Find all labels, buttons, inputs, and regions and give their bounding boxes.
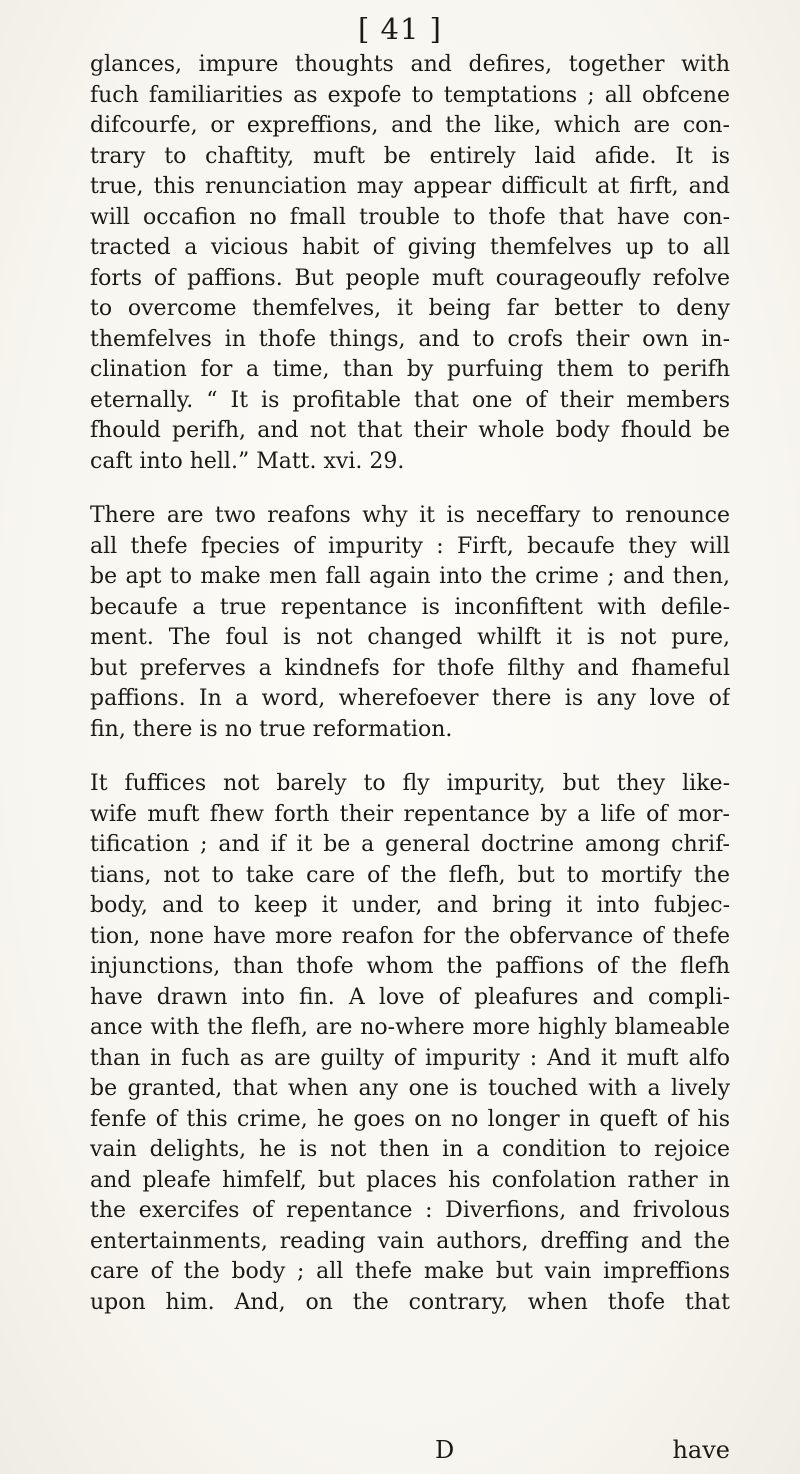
text-line: entertainments, reading vain authors, dreffing and the	[90, 1228, 730, 1254]
text-line: vain delights, he is not then in a condition to rejoice	[90, 1137, 730, 1162]
text-line: body, and to keep it under, and bring it into fubjec-	[90, 893, 730, 918]
paragraph-3	[90, 769, 730, 1318]
paragraph-1	[90, 50, 730, 477]
text-line: fhould perifh, and not that their whole body fhould be	[90, 418, 730, 443]
text-line: fuch familiarities as expofe to temptations ; all obfcene	[90, 82, 730, 108]
text-line: glances, impure thoughts and defires, together with	[90, 52, 730, 77]
text-line: difcourfe, or expreffions, and the like, which are con-	[90, 113, 730, 138]
signature-mark: D	[435, 1436, 455, 1464]
page-number: [ 41 ]	[358, 12, 442, 46]
text-line: ment. The foul is not changed whilft it is not pure,	[90, 625, 730, 650]
text-line: trary to chaftity, muft be entirely laid afide. It is	[90, 143, 730, 169]
text-line: and pleafe himfelf, but places his confolation rather in	[90, 1167, 730, 1193]
text-line: clination for a time, than by purfuing them to perifh	[90, 357, 730, 382]
text-line: tracted a vicious habit of giving themfelves up to all	[90, 235, 730, 260]
text-line: becaufe a true repentance is inconfiftent with defile-	[90, 594, 730, 620]
text-line: themfelves in thofe things, and to crofs their own in-	[90, 326, 730, 352]
paragraph-spacer	[90, 745, 730, 769]
text-line: care of the body ; all thefe make but vain impreffions	[90, 1259, 730, 1284]
paragraph-spacer	[90, 477, 730, 501]
text-line: have drawn into fin. A love of pleafures and compli-	[90, 984, 730, 1010]
text-line: wife muft fhew forth their repentance by a life of mor-	[90, 801, 730, 827]
text-line: ance with the flefh, are no-where more highly blameable	[90, 1015, 730, 1040]
text-line: be apt to make men fall again into the crime ; and then,	[90, 564, 730, 589]
text-line: all thefe fpecies of impurity : Firft, becaufe they will	[90, 533, 730, 559]
text-line: true, this renunciation may appear difficult at firft, and	[90, 174, 730, 199]
text-line: the exercifes of repentance : Diverfions, and frivolous	[90, 1198, 730, 1223]
text-line: fin, there is no true reformation.	[90, 716, 453, 742]
text-line: tification ; and if it be a general doctrine among chrif-	[90, 832, 730, 857]
text-line: tion, none have more reafon for the obfervance of thefe	[90, 923, 730, 949]
catchword: have	[672, 1436, 730, 1464]
text-line: upon him. And, on the contrary, when thofe that	[90, 1289, 730, 1315]
text-line: be granted, that when any one is touched with a lively	[90, 1076, 730, 1101]
text-line: to overcome themfelves, it being far better to deny	[90, 296, 730, 321]
text-line: fenfe of this crime, he goes on no longer in queft of his	[90, 1106, 730, 1132]
text-line: paffions. In a word, wherefoever there is any love of	[90, 686, 730, 711]
paragraph-2	[90, 501, 730, 745]
text-line: There are two reafons why it is neceffary to renounce	[90, 503, 730, 528]
page-footer	[90, 1436, 730, 1470]
text-line: It fuffices not barely to fly impurity, but they like-	[90, 771, 730, 796]
text-line: forts of paffions. But people muft courageoufly refolve	[90, 265, 730, 291]
text-line: eternally. “ It is profitable that one of their members	[90, 387, 730, 413]
text-line: will occafion no fmall trouble to thofe that have con-	[90, 204, 730, 230]
text-line: tians, not to take care of the flefh, but to mortify the	[90, 862, 730, 888]
text-line: but preferves a kindnefs for thofe filthy and fhameful	[90, 655, 730, 681]
text-line: caft into hell.” Matt. xvi. 29.	[90, 448, 405, 474]
text-line: injunctions, than thofe whom the paffions of the flefh	[90, 954, 730, 979]
text-line: than in fuch as are guilty of impurity : And it muft alfo	[90, 1045, 730, 1071]
body-text	[90, 50, 730, 1318]
